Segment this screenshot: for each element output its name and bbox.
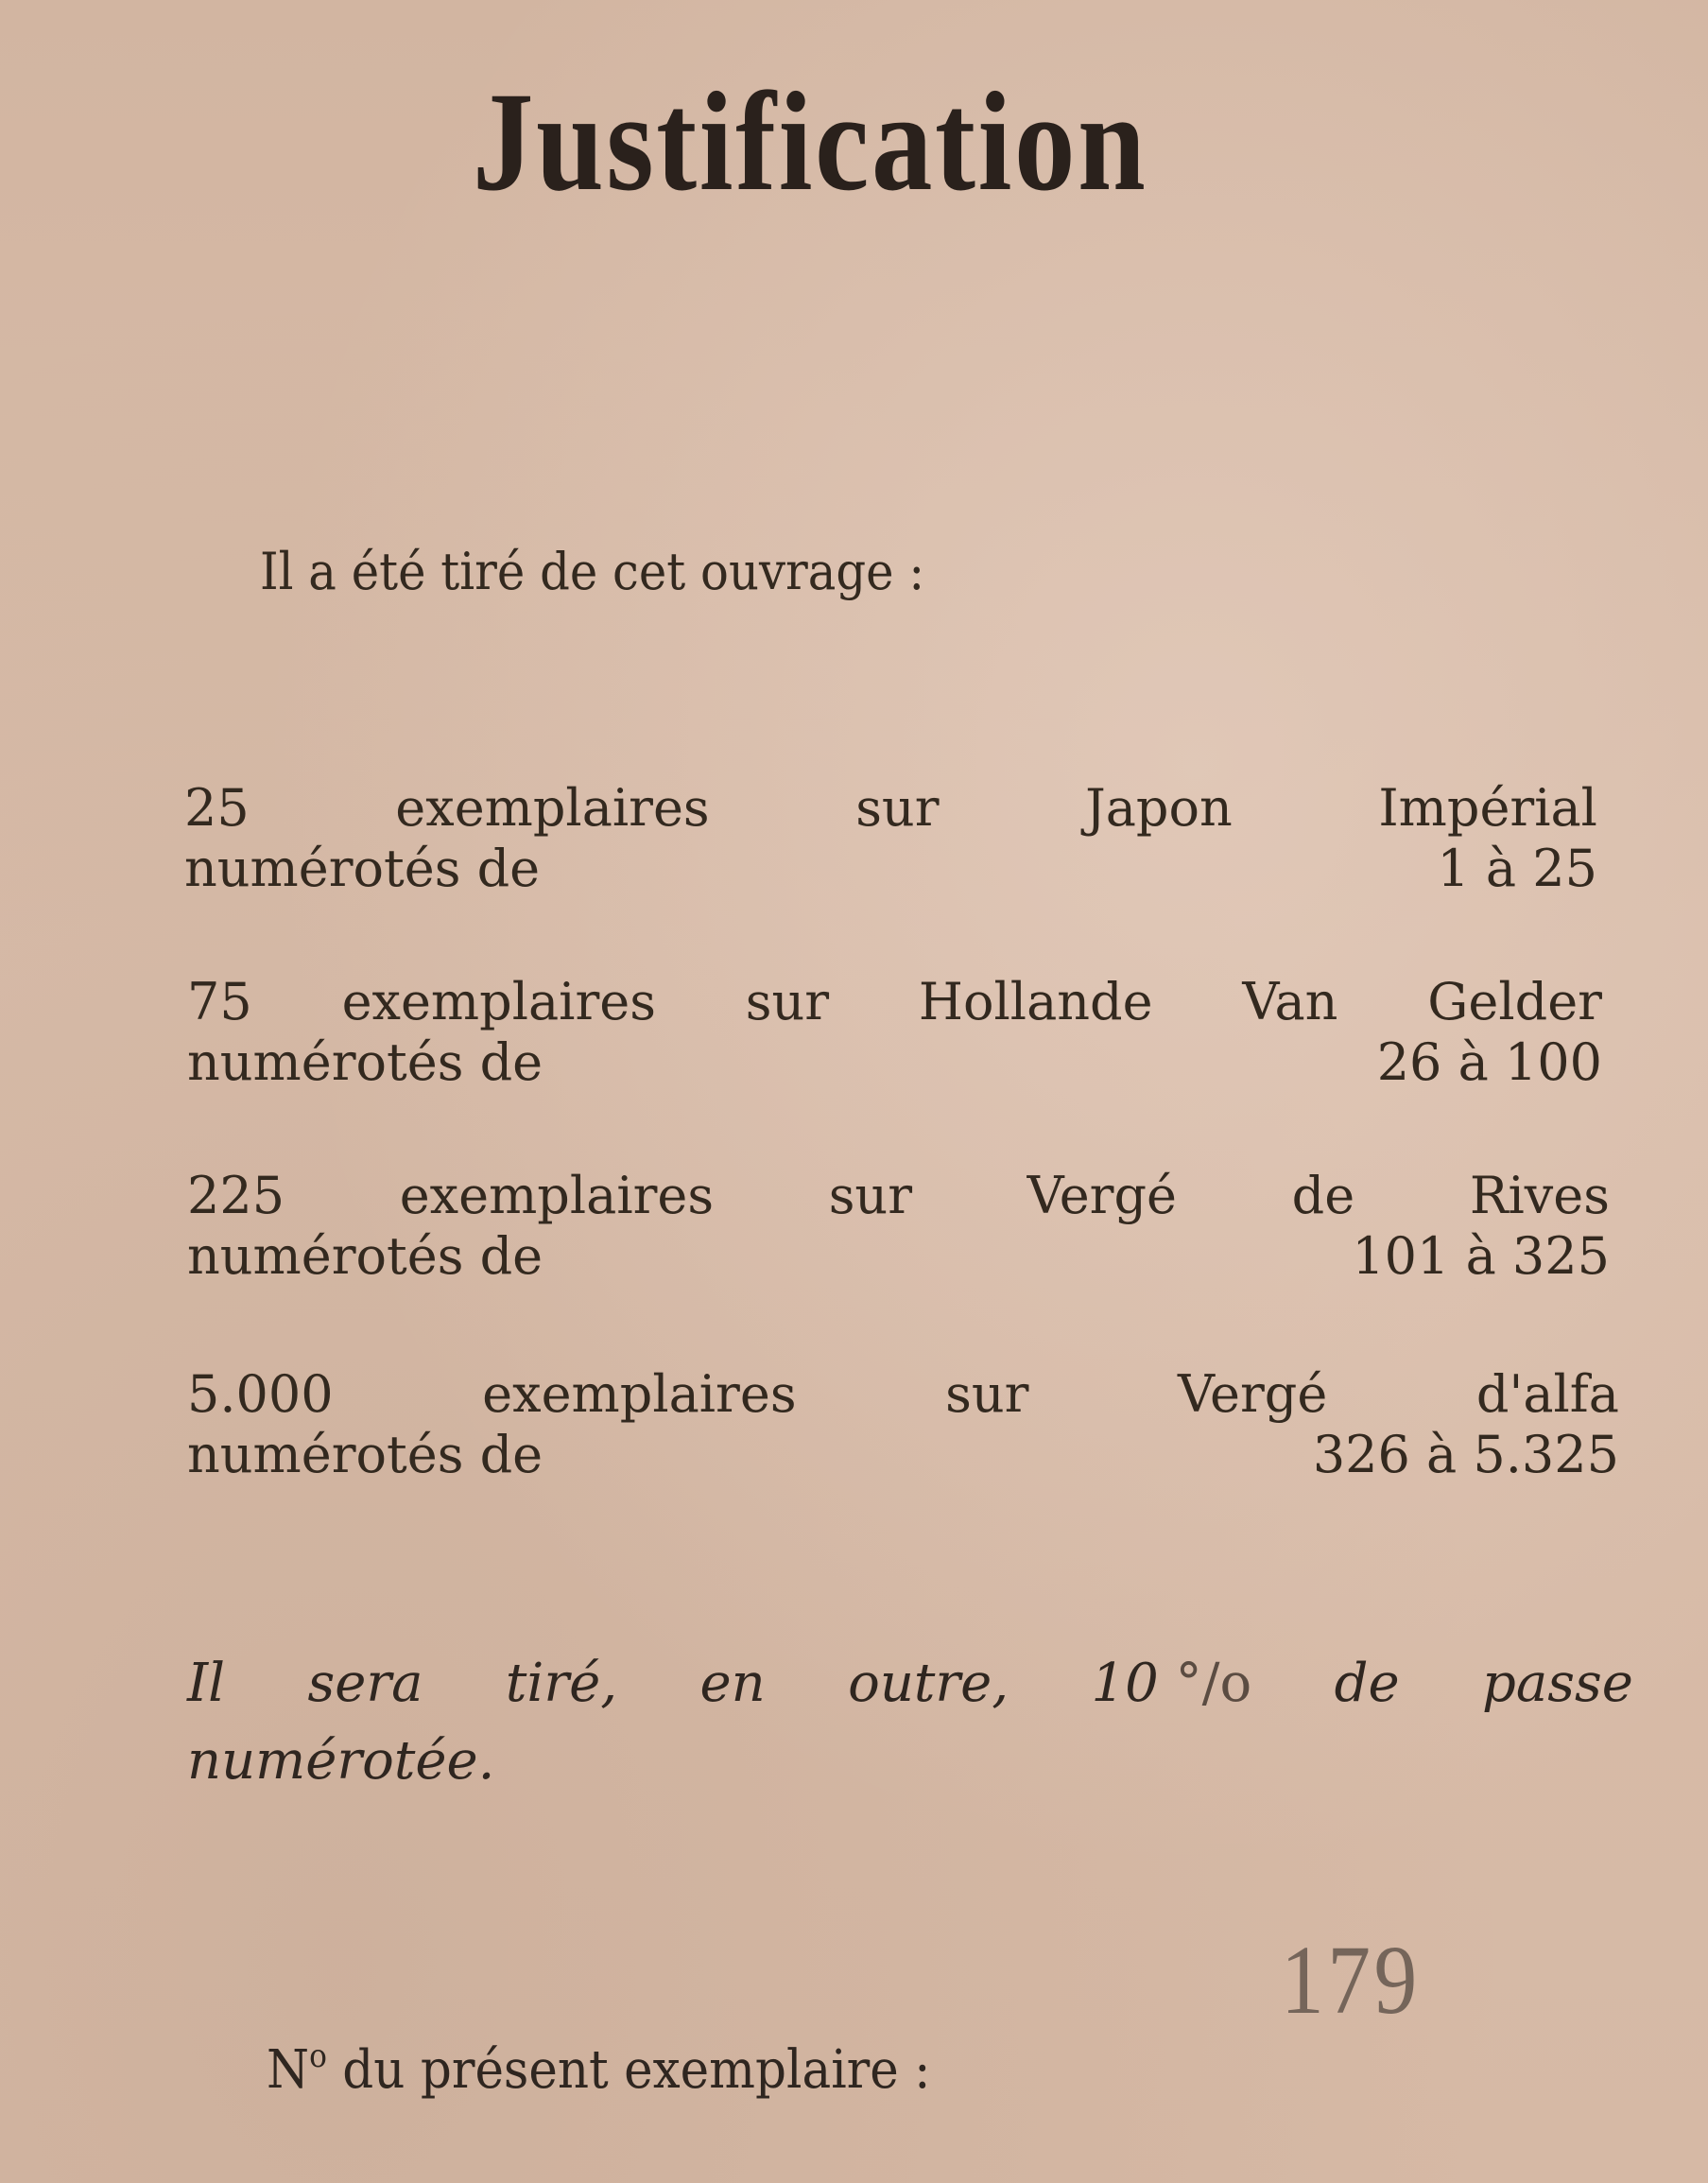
extra-copies-note: [187, 1645, 1633, 1800]
edition-count: 225: [187, 1166, 285, 1225]
edition-description: [184, 775, 1597, 841]
numbering-label: numérotés de: [184, 839, 541, 898]
edition-numbering: [187, 1030, 1602, 1096]
edition-numbering: [184, 836, 1597, 902]
paper-name-word: d'alfa: [1475, 1364, 1619, 1424]
edition-numbering: [187, 1223, 1610, 1290]
edition-numbering: [187, 1422, 1619, 1488]
edition-count: 25: [184, 778, 250, 838]
edition-word: exemplaires: [395, 778, 710, 838]
note-word: sera: [307, 1653, 423, 1714]
paper-name-word: Rives: [1469, 1166, 1610, 1225]
edition-description: [187, 1163, 1610, 1229]
note-percentage: [1092, 1645, 1252, 1723]
edition-description: [187, 1361, 1619, 1428]
edition-count: 75: [187, 972, 252, 1031]
paper-name-word: Japon: [1085, 778, 1233, 838]
edition-entry: [187, 1361, 1619, 1488]
percent-sign: °/o: [1175, 1653, 1252, 1714]
edition-word: exemplaires: [399, 1166, 715, 1225]
note-word: outre,: [848, 1653, 1009, 1714]
page-title: Justification: [473, 63, 1148, 220]
paper-name-word: Hollande: [918, 972, 1153, 1031]
paper-name-word: Van: [1242, 972, 1338, 1031]
intro-text: Il a été tiré de cet ouvrage :: [260, 542, 925, 601]
paper-name-word: de: [1291, 1166, 1355, 1225]
edition-entry: [184, 775, 1597, 902]
copy-number-stamp: 179: [1281, 1926, 1421, 2035]
paper-name-word: Gelder: [1427, 972, 1602, 1031]
note-word: de: [1334, 1653, 1400, 1714]
label-superscript: o: [309, 2037, 327, 2075]
note-word: tiré,: [505, 1653, 618, 1714]
numbering-range: 26 à 100: [1376, 1032, 1602, 1092]
numbering-range: 1 à 25: [1437, 839, 1597, 898]
numbering-label: numérotés de: [187, 1032, 543, 1092]
edition-prep: sur: [855, 778, 940, 838]
numbering-range: 101 à 325: [1352, 1226, 1610, 1286]
numbering-range: 326 à 5.325: [1312, 1425, 1619, 1484]
numbering-label: numérotés de: [187, 1425, 543, 1484]
note-word: Il: [187, 1653, 226, 1714]
edition-prep: sur: [828, 1166, 913, 1225]
paper-name-word: Impérial: [1378, 778, 1597, 838]
label-rest: du présent exemplaire :: [326, 2039, 931, 2101]
paper-name-word: Vergé: [1027, 1166, 1178, 1225]
edition-count: 5.000: [187, 1364, 334, 1424]
label-prefix: N: [267, 2039, 310, 2101]
edition-prep: sur: [945, 1364, 1029, 1424]
note-line-1: [187, 1645, 1633, 1723]
note-percent-value: 10: [1091, 1653, 1159, 1714]
edition-word: exemplaires: [482, 1364, 797, 1424]
edition-prep: sur: [745, 972, 830, 1031]
edition-entry: [187, 969, 1602, 1096]
paper-name-word: Vergé: [1178, 1364, 1328, 1424]
numbering-label: numérotés de: [187, 1226, 543, 1286]
note-word: passe: [1482, 1653, 1633, 1714]
edition-entry: [187, 1163, 1610, 1290]
edition-word: exemplaires: [341, 972, 656, 1031]
note-word: en: [699, 1653, 766, 1714]
edition-description: [187, 969, 1602, 1035]
note-line-2: numérotée.: [187, 1730, 495, 1792]
copy-number-label: [267, 2023, 931, 2104]
